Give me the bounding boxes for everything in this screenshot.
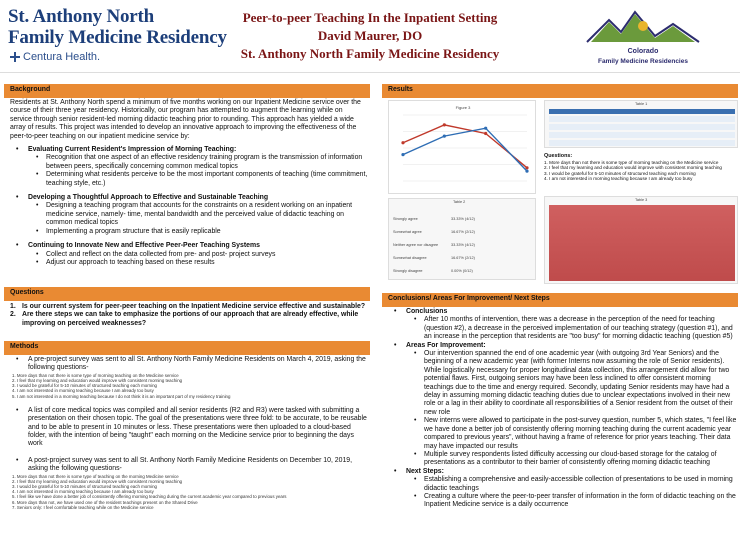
results-questions-label: Questions:	[544, 153, 573, 159]
results-question-item: 3. I would be grateful for 5-10 minutes of structured teaching each morning	[544, 170, 696, 176]
conclusions-item-1: • After 10 months of intervention, there was a decrease in the perception of the need for teaching (question #2), a decrease in the perceived implementation of our teaching strategy (question #1), and an increase in the perception that residents are "too busy" for morning didactic teaching (question #5)	[414, 316, 733, 341]
series-point	[484, 132, 487, 135]
series-point	[443, 123, 446, 126]
post-survey-item: 3. I would be grateful for 5-10 minutes of structured teaching each morning	[12, 484, 157, 490]
series-point	[525, 170, 528, 173]
table-2-row-value: 16.67% (2/12)	[451, 230, 475, 234]
header-divider	[0, 72, 740, 73]
post-survey-item: 4. I am not interested in morning teaching because I am already too busy	[12, 489, 154, 495]
pre-survey-item: 5. I am not interested in a morning teaching because I do not think it is an important part of my residency training	[12, 393, 231, 399]
question-2: 2. Are there steps we can take to emphasize the portions of our approach that are already effective, while improving on perceived weaknesses?	[10, 311, 359, 327]
results-question-item: 2. I feel that my learning and education would improve with consistent morning teaching	[544, 165, 722, 171]
table-2-row-value: 0.00% (0/12)	[451, 269, 473, 273]
pre-survey-item: 2. I feel that my learning and education would improve with consistent morning teaching	[12, 378, 183, 384]
co-logo-line1: Colorado	[627, 48, 659, 55]
post-survey-item: 5. I feel like we have done a better job of consistently offering morning teaching during the current academic year compared to previous years	[12, 494, 287, 500]
table-2-row-value: 33.33% (4/12)	[451, 243, 475, 247]
table-3-title: Table 3	[635, 198, 648, 202]
pre-survey-item: 3. I would be grateful for 5-10 minutes of structured teaching each morning	[12, 383, 157, 389]
methods-post-survey-list	[4, 474, 370, 510]
table-1-row	[549, 116, 735, 122]
chart-title: Figure 3	[455, 105, 471, 110]
background-sub-3b: • Adjust our approach to teaching based on these results	[36, 258, 215, 266]
next-steps-item-1: • Establishing a comprehensive and easily-accessible collection of presentations to be used in morning didactic teachings	[414, 476, 733, 492]
table-2-row-label: Strongly agree	[393, 217, 418, 221]
background-sub-2a: • Designing a teaching program that accounts for the constraints on a resident working on an inpatient medicine service, namely- time, mental bandwidth and the perceived value of didactic teaching on common medical topics	[36, 202, 353, 227]
poster-author: David Maurer, DO	[317, 28, 423, 43]
results-heading: Results	[382, 84, 738, 98]
cross-icon	[10, 52, 20, 62]
series-point	[401, 141, 404, 144]
results-question-item: 4. I am not interested in morning teaching because I am already too busy	[544, 176, 693, 182]
mountain-logo-icon	[583, 8, 703, 70]
background-bullet-2: • Developing a Thoughtful Approach to Effective and Sustainable Teaching	[16, 194, 269, 202]
background-sub-1b: • Determining what residents perceive to be the most important components of teaching (time commitment, teaching style, etc.)	[36, 171, 368, 187]
program-logo-line1: St. Anthony North	[8, 6, 154, 27]
table-2-row-label: Strongly disagree	[393, 269, 423, 273]
methods-bullet-2: • A list of core medical topics was compiled and all senior residents (R2 and R3) were tasked with submitting a presentation on their chosen topic. The goal of the presentations were three fold: to be accurate, to be reusable and to be able to present in 10 minutes or less. These presentations were then uploaded to a cloud-based folder, with the intention of being "taught" each morning on the Medicine service prior to beginning the days work	[16, 406, 367, 448]
areas-item-3: • Multiple survey respondents listed difficulty accessing our cloud-based storage for the catalog of presentations as a contributor to their barrier of consistently offering morning didactic teaching	[414, 450, 717, 467]
centura-logo-text: Centura Health.	[23, 51, 101, 63]
table-3-heat-block	[549, 205, 735, 281]
background-intro: Residents at St. Anthony North spend a minimum of five months working on our Inpatient Medicine service over the course of their three year residency. Historically, our program has attempted to augment the learning while on service through senior resident-led morning didactic teaching prior to rounding. This approach has yielded a wide array of results. This project was intended to develop an innovative approach to improving the effectiveness of the peer-to-peer teaching on our inpatient medicine service by:	[10, 99, 361, 140]
table-1-row	[549, 124, 735, 130]
questions-section	[4, 303, 370, 328]
next-steps-label: • Next Steps:	[394, 467, 444, 475]
table-1-row	[549, 140, 735, 146]
series-point	[443, 135, 446, 138]
questions-heading: Questions	[4, 287, 370, 301]
table-1-title: Table 1	[635, 102, 648, 106]
methods-bullet-1: • A pre-project survey was sent to all St. Anthony North Family Medicine Residents on March 4, 2019, asking the following questions-	[16, 356, 366, 372]
areas-item-2: • New interns were allowed to participate in the post-survey question, number 5, which states, "I feel like we have done a better job of consistently offering morning teaching during the current academic year compared to previous years", without having a frame of reference for prior years teaching. Their data may have impacted our results	[414, 417, 737, 450]
series-point	[484, 127, 487, 130]
methods-pre-survey-list	[4, 373, 370, 399]
table-2-row-label: Somewhat disagree	[393, 256, 427, 260]
centura-logo	[10, 51, 100, 63]
background-section	[4, 99, 370, 267]
table-2-row-value: 33.33% (4/12)	[451, 217, 475, 221]
table-2-row-value: 16.67% (2/12)	[451, 256, 475, 260]
pre-survey-item: 4. I am not interested in morning teaching because I am already too busy	[12, 388, 154, 394]
methods-section	[4, 356, 370, 510]
background-sub-3a: • Collect and reflect on the data collected from pre- and post- project surveys	[36, 250, 276, 258]
background-sub-1a: • Recognition that one aspect of an effective residency training program is the transmission of information between peers, specifically concerning common medical topics	[36, 154, 363, 170]
program-logo-line2: Family Medicine Residency	[8, 27, 227, 48]
conclusions-heading: Conclusions/ Areas For Improvement/ Next Steps	[382, 293, 738, 307]
background-bullet-3: • Continuing to Innovate New and Effective Peer-Peer Teaching Systems	[16, 242, 260, 250]
table-2-row-label: Neither agree nor disagree	[393, 243, 439, 247]
results-question-item: 1. More days than not there is some type of morning teaching on the Medicine service	[544, 159, 719, 165]
background-bullet-1: • Evaluating Current Resident's Impression of Morning Teaching:	[16, 146, 237, 154]
areas-item-1: • Our intervention spanned the end of one academic year (with outgoing 3rd Year Seniors) and the beginning of a new academic year (with former Interns now assuming the role of Senior residents). While logistically necessary for proper longitudinal data collection, this arrangement did allow for two potential flaws. First, outgoing seniors may have been less inclined to offer consistent morning teachings due to the time and energy required. Secondly, updating Senior residents may have had a delay in assuming morning didactic teaching duties due to unclear expectations involved in their new role or a lag in their ability to coordinate all responsibilities of a Senior resident from the outset of their new role	[414, 350, 733, 416]
poster-program: St. Anthony North Family Medicine Residency	[240, 46, 500, 61]
series-point	[401, 153, 404, 156]
post-survey-item: 1. More days than not there is some type of teaching on the morning Medicine service	[12, 473, 179, 479]
series-point	[525, 166, 528, 169]
post-survey-item: 2. I feel that my learning and education would improve with consistent morning teaching	[12, 478, 183, 484]
question-1: 1. Is our current system for peer-peer teaching on the Inpatient Medicine service effective and sustainable?	[10, 303, 366, 310]
table-1-header-row	[549, 109, 735, 114]
areas-label: • Areas For Improvement:	[394, 341, 486, 349]
next-steps-item-2: • Creating a culture where the peer-to-peer transfer of information in the form of didactic teaching on the Inpatient Medicine service is a daily occurrence	[414, 492, 736, 509]
table-2-row-label: Somewhat agree	[393, 230, 422, 234]
background-sub-2b: • Implementing a program structure that is easily replicable	[36, 227, 221, 235]
post-survey-item: 7. Seniors only: I feel comfortable teaching while on the Medicine service	[12, 504, 154, 510]
figure-3-svg	[389, 101, 537, 195]
conclusions-label: • Conclusions	[394, 308, 448, 315]
post-survey-item: 6. More days than not, we have used one of the resident teachings present on the Shared Drive	[12, 499, 198, 505]
table-3	[544, 196, 738, 284]
pre-survey-item: 1. More days than not there is some type of morning teaching on the Medicine service	[12, 372, 179, 378]
table-1	[544, 100, 738, 148]
figure-3-chart	[388, 100, 536, 194]
conclusions-section	[382, 308, 738, 510]
results-questions	[544, 154, 738, 182]
co-logo-line2: Family Medicine Residencies	[598, 58, 688, 65]
table-1-row	[549, 132, 735, 138]
table-2-title: Table 2	[453, 200, 466, 204]
table-2	[388, 198, 536, 280]
methods-heading: Methods	[4, 341, 370, 355]
poster-title: Peer-to-peer Teaching In the Inpatient Setting	[242, 10, 498, 25]
colorado-fm-logo	[583, 8, 703, 70]
methods-bullet-3: • A post-project survey was sent to all St. Anthony North Family Medicine Residents on December 10, 2019, asking the following questions-	[16, 456, 353, 473]
background-heading: Background	[4, 84, 370, 98]
